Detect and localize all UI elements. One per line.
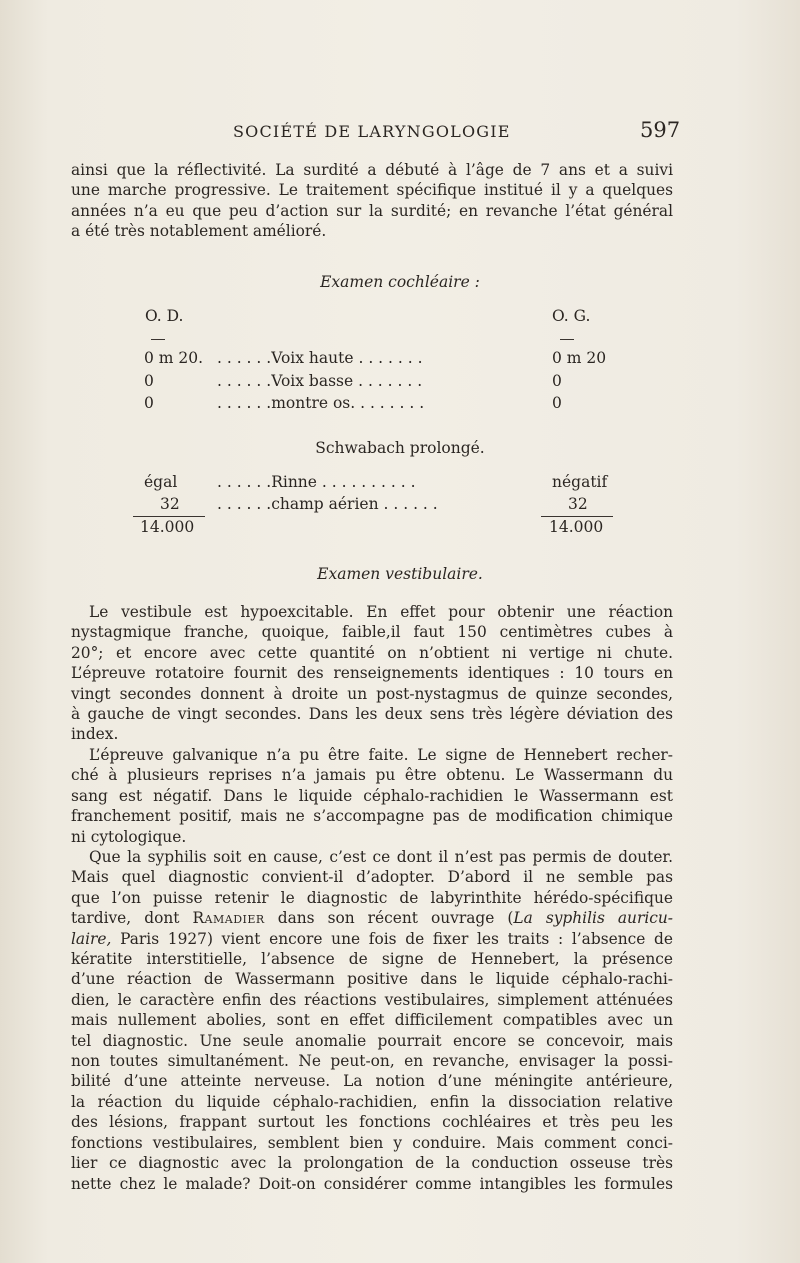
od-value: 0 [144, 372, 154, 390]
text-line: à gauche de vingt secondes. Dans les deux sens très légère déviation des [71, 705, 673, 724]
od-dash [151, 339, 165, 340]
text-line: Le vestibule est hypoexcitable. En effet pour obtenir une réaction [89, 603, 673, 621]
vestibular-exam-title: Examen vestibulaire. [317, 565, 483, 583]
running-header: SOCIÉTÉ DE LARYNGOLOGIE [233, 122, 511, 141]
discussion-paragraph [71, 847, 673, 1194]
test-label: . . . . . .Voix basse . . . . . . . [217, 372, 423, 390]
text-line: L’épreuve galvanique n’a pu être faite. Le signe de Hennebert recher- [89, 746, 673, 764]
og-denominator: 14.000 [549, 518, 604, 536]
fraction-bar-left [133, 516, 205, 517]
line-segment: tardive, dont [71, 909, 180, 928]
text-line [71, 908, 673, 928]
line-segment: Paris 1927) vient encore une fois de fixer les traits : l’absence de [120, 929, 673, 948]
text-line: dien, le caractère enfin des réactions vestibulaires, simplement atténuées [71, 990, 673, 1009]
test-label: . . . . . .Rinne . . . . . . . . . . [217, 473, 416, 491]
og-value: 0 m 20 [552, 349, 607, 367]
text-line: a été très notablement amélioré. [71, 222, 327, 241]
od-denominator: 14.000 [140, 518, 195, 536]
text-line: ainsi que la réflectivité. La surdité a débuté à l’âge de 7 ans et a suivi [71, 161, 673, 179]
text-line: d’une réaction de Wassermann positive dans le liquide céphalo-rachi- [71, 970, 673, 989]
page-number: 597 [640, 118, 681, 142]
text-line: que l’on puisse retenir le diagnostic de labyrinthite hérédo-spécifique [71, 888, 673, 907]
og-value: négatif [552, 473, 608, 491]
vestibular-paragraph-1 [71, 602, 673, 745]
text-line: 20°; et encore avec cette quantité on n’obtient ni vertige ni chute. [71, 643, 673, 662]
text-line: la réaction du liquide céphalo-rachidien, enfin la dissociation relative [71, 1092, 673, 1111]
cochlear-exam-title: Examen cochléaire : [320, 273, 480, 291]
intro-paragraph [71, 160, 673, 242]
og-value: 32 [568, 495, 588, 513]
od-value: 32 [160, 495, 180, 513]
og-dash [560, 339, 574, 340]
od-heading: O. D. [145, 307, 184, 325]
vestibular-paragraph-2 [71, 745, 673, 847]
fraction-bar-right [541, 516, 613, 517]
text-line: mais nullement abolies, sont en effet difficilement compatibles avec un [71, 1011, 673, 1030]
text-line: kératite interstitielle, l’absence de signe de Hennebert, la présence [71, 950, 673, 969]
text-line: années n’a eu que peu d’action sur la surdité; en revanche l’état général [71, 201, 673, 220]
book-title: laire, [71, 929, 112, 948]
od-value: égal [144, 473, 178, 491]
test-label: . . . . . .champ aérien . . . . . . [217, 495, 438, 513]
og-value: 0 [552, 372, 562, 390]
og-heading: O. G. [552, 307, 591, 325]
text-line: ni cytologique. [71, 827, 187, 846]
text-line: non toutes simultanément. Ne peut-on, en revanche, envisager la possi- [71, 1052, 673, 1071]
text-line: nystagmique franche, quoique, faible,il faut 150 centimètres cubes à [71, 623, 673, 642]
test-label: . . . . . .Voix haute . . . . . . . [217, 349, 423, 367]
text-line: tel diagnostic. Une seule anomalie pourrait encore se concevoir, mais [71, 1031, 673, 1050]
book-title: La syphilis auricu- [513, 909, 673, 928]
od-value: 0 [144, 394, 154, 412]
line-segment: dans son récent ouvrage ( [277, 909, 514, 928]
text-line: vingt secondes donnent à droite un post-nystagmus de quinze secondes, [71, 684, 673, 703]
text-line: Mais quel diagnostic convient-il d’adopter. D’abord il ne semble pas [71, 868, 673, 887]
text-line: Que la syphilis soit en cause, c’est ce dont il n’est pas permis de douter. [89, 848, 673, 866]
text-line: index. [71, 725, 119, 744]
text-line: franchement positif, mais ne s’accompagne pas de modification chimique [71, 807, 673, 826]
schwabach-result: Schwabach prolongé. [315, 439, 485, 457]
text-line [71, 929, 673, 949]
text-line: bilité d’une atteinte nerveuse. La notion d’une méningite antérieure, [71, 1072, 673, 1091]
text-line: lier ce diagnostic avec la prolongation de la conduction osseuse très [71, 1154, 673, 1173]
author-name: Ramadier [192, 909, 265, 928]
text-line: nette chez le malade? Doit-on considérer comme intangibles les formules [71, 1174, 673, 1193]
od-value: 0 m 20. [144, 349, 204, 367]
test-label: . . . . . .montre os. . . . . . . . [217, 394, 425, 412]
text-line: une marche progressive. Le traitement spécifique institué il y a quelques [71, 181, 673, 200]
og-value: 0 [552, 394, 562, 412]
text-line: ché à plusieurs reprises n’a jamais pu être obtenu. Le Wassermann du [71, 766, 673, 785]
text-line: des lésions, frappant surtout les fonctions cochléaires et très peu les [71, 1113, 673, 1132]
text-line: sang est négatif. Dans le liquide céphalo-rachidien le Wassermann est [71, 786, 673, 805]
text-line: fonctions vestibulaires, semblent bien y conduire. Mais comment conci- [71, 1133, 673, 1152]
text-line: L’épreuve rotatoire fournit des renseignements identiques : 10 tours en [71, 664, 673, 683]
